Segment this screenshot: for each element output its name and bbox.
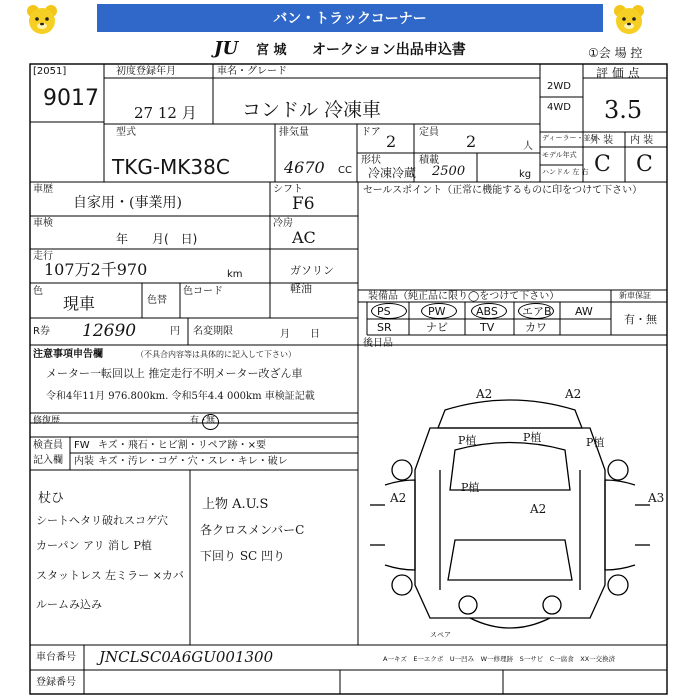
model-year-label: モデル年式	[542, 151, 577, 159]
equip-tv: TV	[480, 321, 495, 334]
dealer-label: ディーラー・並行	[542, 134, 598, 142]
fw-label: FW	[74, 440, 90, 451]
ju-logo: JU	[214, 38, 239, 59]
diagram-mark: スペア	[430, 631, 451, 639]
equip-navi: ナビ	[426, 321, 448, 334]
shift-value: F6	[292, 194, 315, 214]
diagram-mark: A2	[565, 387, 582, 401]
vin-value: JNCLSC0A6GU001300	[99, 648, 274, 666]
color-code-label: 色コード	[183, 286, 223, 297]
history-value: 自家用・(事業用)	[73, 195, 182, 211]
doors-label: ドア	[361, 127, 381, 138]
shift-label: シフト	[273, 184, 303, 195]
load-unit: kg	[519, 169, 532, 180]
notes-line1: メーター一転回以上 推定走行不明メーター改ざん車	[46, 367, 303, 380]
left-note: 杖ひ	[38, 491, 65, 506]
entry-label: 記入欄	[33, 455, 63, 466]
name-change-label: 名変期限	[193, 326, 233, 337]
history-label: 車歴	[33, 184, 53, 195]
repair-prefix: 有・	[190, 416, 209, 426]
equip-aw: AW	[575, 305, 593, 318]
inspection-value: 年 月( 日)	[116, 232, 198, 246]
color-value: 現車	[63, 294, 96, 313]
org-name: 宮 城	[256, 43, 287, 58]
diagram-mark: A3	[648, 491, 665, 505]
handle-label: ハンドル 左 右	[542, 168, 589, 176]
shape-label: 形状	[361, 155, 381, 166]
legend: A一キズ E一エクボ U一凹み W一修理跡 S一サビ C一腐食 XX一交換済	[383, 655, 616, 663]
mileage-value: 107万2千970	[44, 260, 148, 279]
notes-label: 注意事項申告欄	[33, 349, 103, 360]
equip-airbag: エアB	[522, 305, 552, 318]
diagram-mark: A2	[390, 491, 407, 505]
sales-point-label: セールスポイント（正常に機能するものに印をつけて下さい）	[363, 185, 643, 196]
capacity-value: 2	[466, 132, 477, 151]
shape-value: 冷凍冷蔵	[368, 166, 417, 180]
diagram-mark: A2	[476, 387, 493, 401]
new-car-warranty-label: 新車保証	[619, 291, 651, 300]
repair-label: 修復歴	[33, 416, 61, 426]
section-banner: バン・トラックコーナー	[97, 4, 603, 32]
exterior-value: C	[594, 152, 611, 177]
ac-value: AC	[292, 228, 316, 247]
notes-line2: 令和4年11月 976.800km. 令和5年4.4 000km 車検証記載	[46, 391, 315, 402]
equip-pw: PW	[428, 305, 446, 318]
left-note: ルームみ込み	[36, 598, 102, 611]
recycle-unit: 円	[170, 326, 180, 337]
equip-circle	[421, 303, 457, 319]
car-name-label: 車名・グレード	[217, 66, 287, 77]
drive-2wd: 2WD	[547, 81, 571, 92]
fw-items: キズ・飛石・ヒビ割・リペア跡・×要	[98, 440, 266, 451]
repair-value: 無	[206, 416, 216, 426]
color-no-label: 色替	[147, 295, 167, 306]
doors-value: 2	[386, 132, 397, 151]
recycle-value: 12690	[82, 321, 137, 341]
equip-circle	[471, 303, 507, 319]
model-label: 型式	[116, 127, 136, 138]
diagram-mark: P植	[586, 436, 605, 449]
lot-id-label: [2051]	[33, 66, 67, 77]
inspector-label: 検査員	[33, 440, 63, 451]
model-value: TKG-MK38C	[112, 155, 230, 179]
interior-row-label: 内装	[74, 456, 94, 467]
right-note: 各クロスメンバーC	[200, 523, 305, 537]
equipment-label: 装備品（純正品に限り◯をつけて下さい）	[368, 291, 560, 302]
color-label: 色	[33, 286, 43, 297]
diagram-mark: P植	[523, 431, 542, 444]
capacity-label: 定員	[419, 127, 439, 138]
equip-abs: ABS	[476, 305, 498, 318]
diagram-mark: P植	[458, 434, 477, 447]
recycle-label: R券	[33, 326, 50, 337]
right-note: 下回り SC 凹り	[200, 549, 286, 563]
inspection-label: 車検	[33, 218, 53, 229]
drive-4wd: 4WD	[547, 102, 571, 113]
equip-sr: SR	[377, 321, 392, 334]
displacement-value: 4670	[284, 158, 325, 177]
left-note: カーパン アリ 消し P植	[36, 539, 152, 552]
car-name-value: コンドル 冷凍車	[242, 99, 382, 121]
first-reg-value: 27 12 月	[134, 104, 197, 122]
capacity-unit: 人	[523, 141, 533, 152]
lot-number: 9017	[43, 86, 99, 111]
notes-sub: （不具合内容等は具体的に記入して下さい）	[136, 350, 296, 359]
interior-value: C	[636, 152, 653, 177]
grade-value: 3.5	[604, 96, 643, 124]
left-note: シートヘタリ破れスコゲ穴	[36, 514, 168, 527]
equip-circle	[371, 303, 407, 319]
displacement-unit: CC	[338, 165, 352, 176]
rear-seat-label: 後日品	[363, 338, 393, 349]
interior-label: 内 装	[630, 135, 654, 146]
form-title: オークション出品申込書	[312, 42, 466, 58]
displacement-label: 排気量	[279, 127, 309, 138]
damage-diagram	[360, 380, 665, 642]
copy-code: ①会 場 控	[588, 46, 643, 60]
exterior-label: 外 装	[590, 135, 614, 146]
vin-label: 車台番号	[36, 652, 76, 663]
repair-circle	[202, 414, 219, 430]
grade-label: 評 価 点	[596, 66, 640, 80]
mileage-label: 走行	[33, 251, 53, 262]
reg-label: 登録番号	[36, 677, 76, 688]
left-note: スタットレス 左ミラー ×カバ	[36, 569, 184, 582]
name-change-value: 月 日	[280, 329, 320, 340]
mileage-unit: km	[227, 269, 243, 280]
fuel-label: ガソリン 軽油	[290, 264, 334, 295]
interior-items: キズ・汚レ・コゲ・穴・スレ・キレ・破レ	[98, 456, 288, 467]
ac-label: 冷房	[273, 218, 293, 229]
right-note: 上物 A.U.S	[202, 497, 269, 512]
warranty-value: 有・無	[624, 313, 657, 326]
load-value: 2500	[432, 164, 466, 179]
load-label: 積載	[419, 155, 439, 166]
equip-circle	[518, 303, 554, 319]
first-reg-label: 初度登録年月	[116, 66, 176, 77]
diagram-mark: A2	[530, 502, 547, 516]
equip-ps: PS	[377, 305, 391, 318]
diagram-mark: P植	[461, 481, 480, 494]
equip-leather: カワ	[525, 321, 547, 334]
